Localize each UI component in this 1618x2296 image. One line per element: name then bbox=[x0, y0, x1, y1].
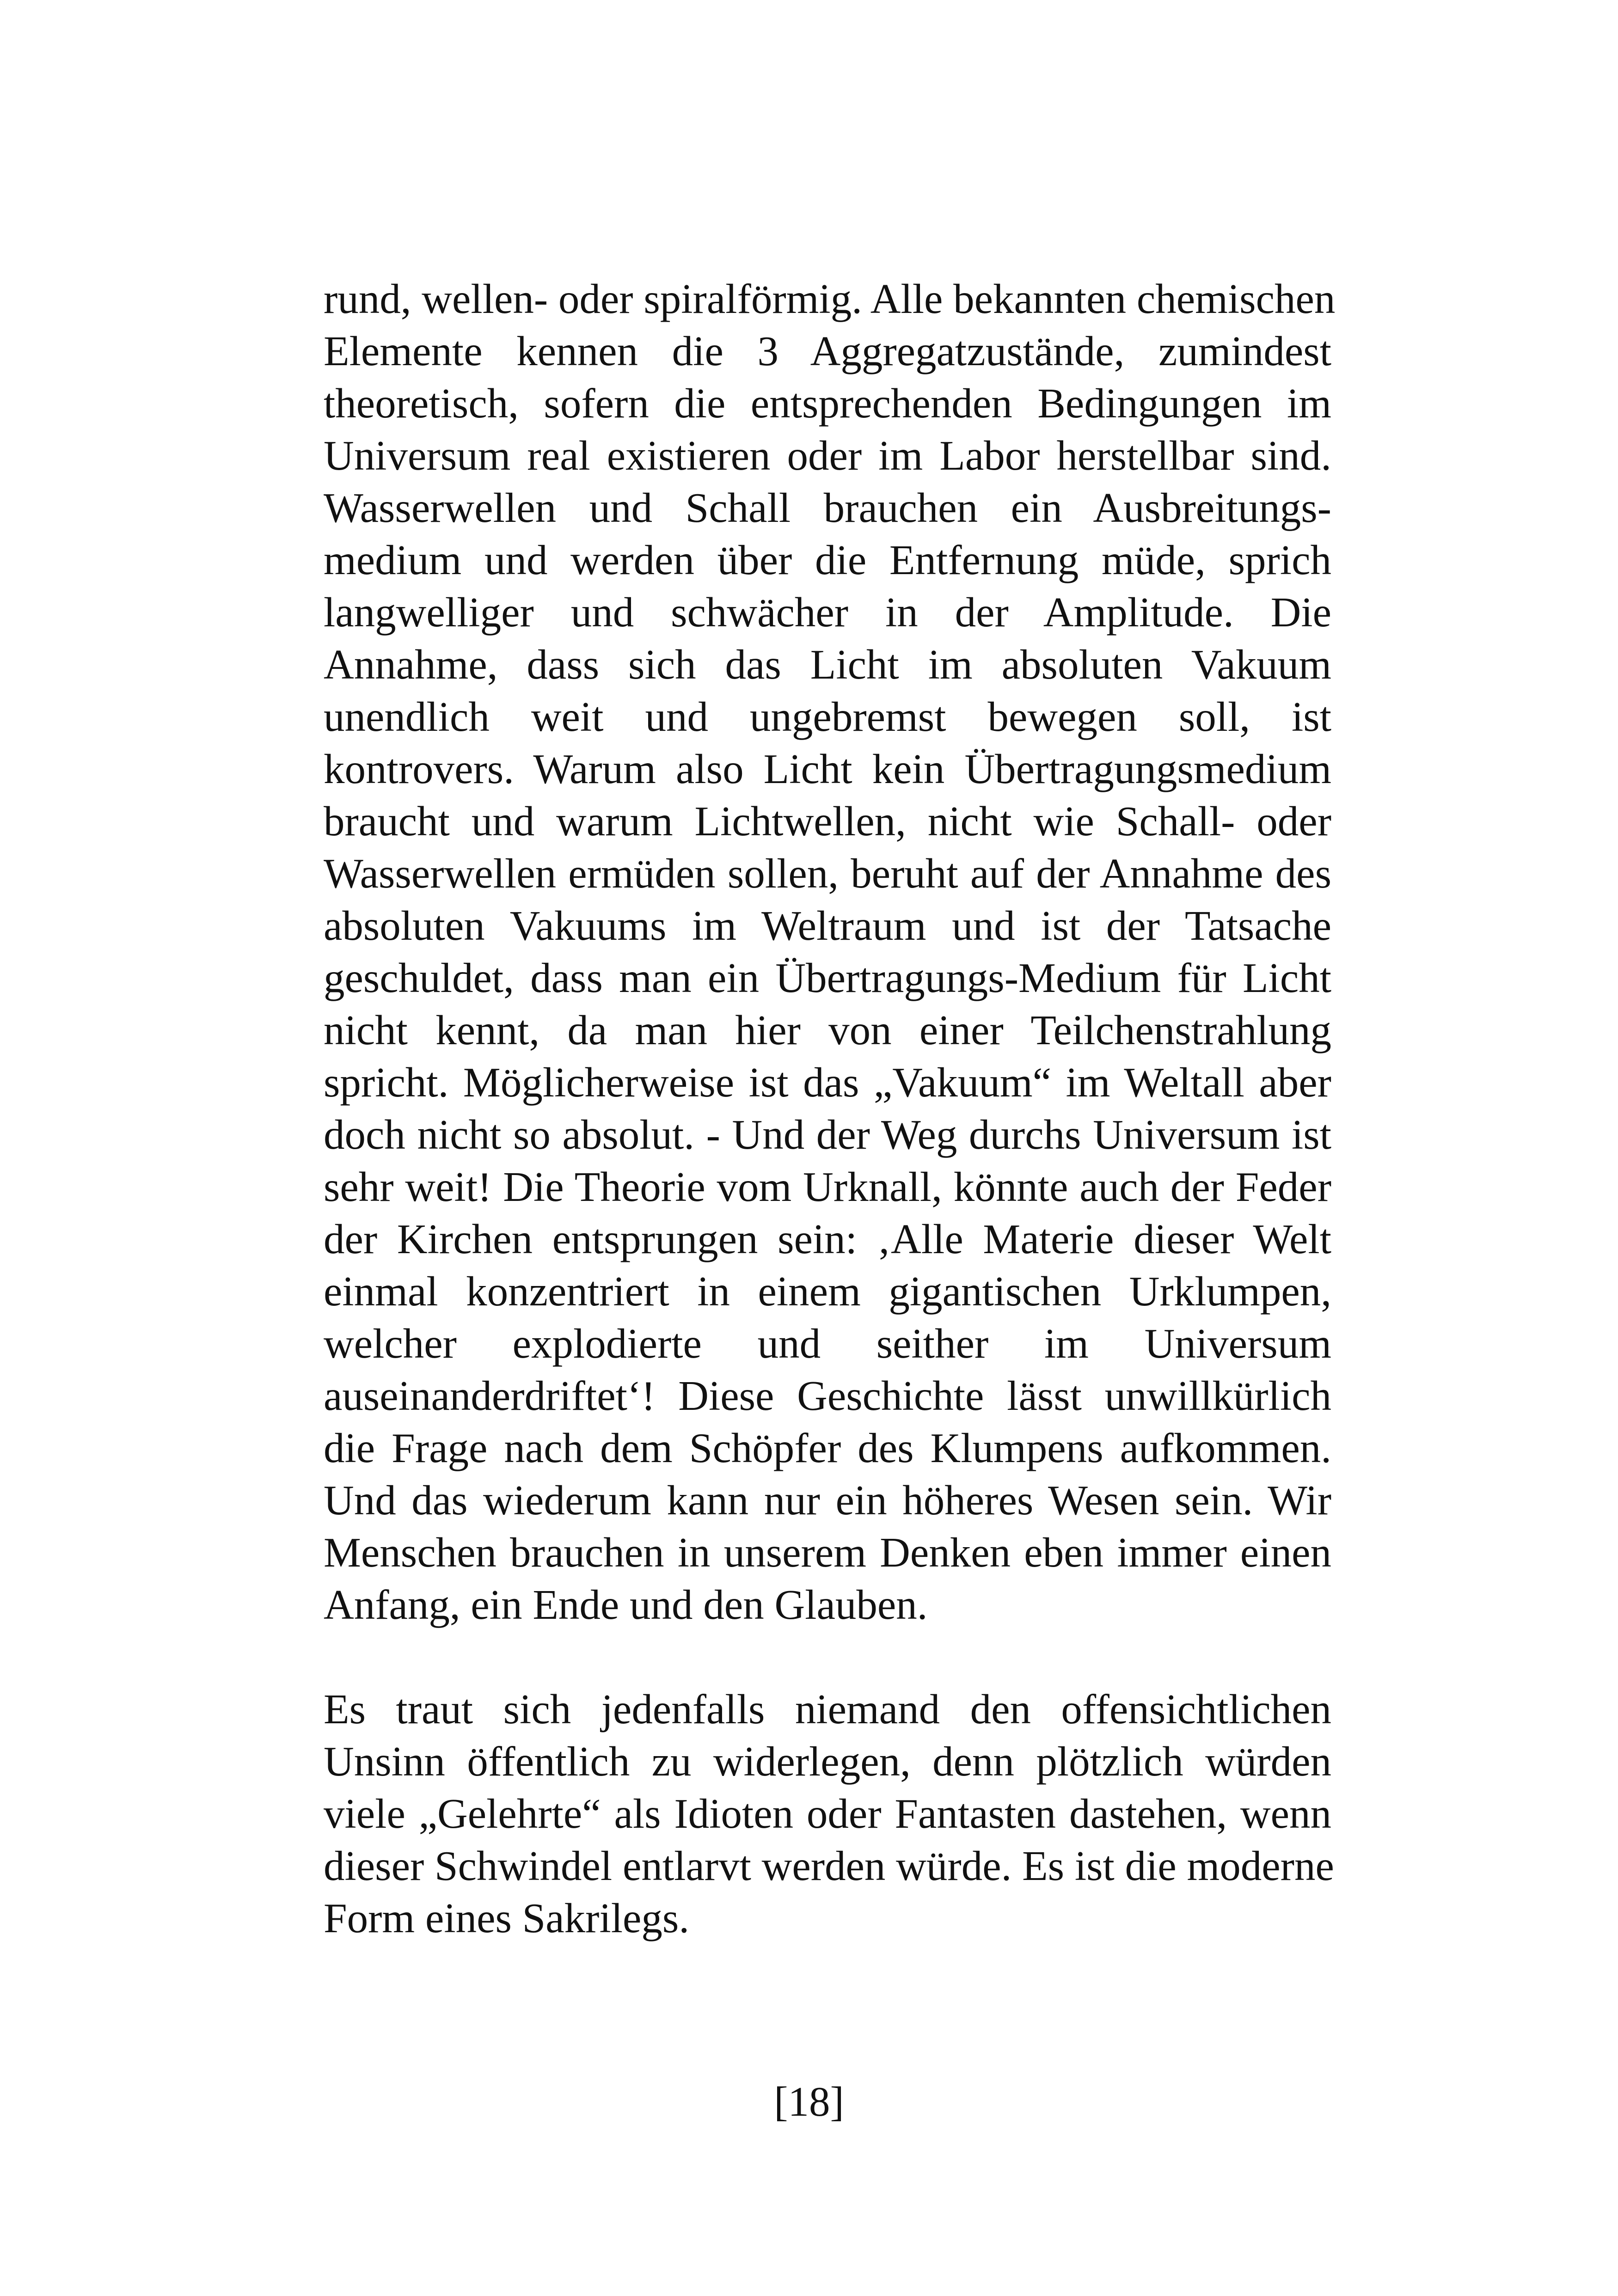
text-line: Menschen brauchen in unserem Denken eben immer einen bbox=[324, 1529, 1331, 1576]
text-line: einmal konzentriert in einem gigantischen Urklumpen, bbox=[324, 1268, 1331, 1315]
text-line: spricht. Möglicherweise ist das „Vakuum“ im Weltall aber bbox=[324, 1059, 1331, 1106]
text-line: rund, wellen- oder spiralförmig. Alle bekannten chemischen bbox=[324, 276, 1336, 322]
text-line: theoretisch, sofern die entsprechenden Bedingungen im bbox=[324, 380, 1331, 427]
text-line: Form eines Sakrilegs. bbox=[324, 1895, 690, 1941]
text-line: braucht und warum Lichtwellen, nicht wie Schall- oder bbox=[324, 798, 1331, 845]
paragraph-gap bbox=[324, 1631, 1331, 1683]
text-line: unendlich weit und ungebremst bewegen soll, ist bbox=[324, 693, 1331, 740]
text-line: Universum real existieren oder im Labor herstellbar sind. bbox=[324, 432, 1331, 479]
text-line: doch nicht so absolut. - Und der Weg durchs Universum ist bbox=[324, 1111, 1331, 1158]
text-line: geschuldet, dass man ein Übertragungs-Medium für Licht bbox=[324, 955, 1331, 1001]
text-line: Es traut sich jedenfalls niemand den offensichtlichen bbox=[324, 1686, 1331, 1733]
text-line: nicht kennt, da man hier von einer Teilchenstrahlung bbox=[324, 1007, 1331, 1053]
text-line: Wasserwellen und Schall brauchen ein Ausbreitungs- bbox=[324, 484, 1331, 531]
text-line: Elemente kennen die 3 Aggregatzustände, zumindest bbox=[324, 328, 1331, 374]
text-line: Unsinn öffentlich zu widerlegen, denn plötzlich würden bbox=[324, 1738, 1331, 1785]
text-line: absoluten Vakuums im Weltraum und ist der Tatsache bbox=[324, 902, 1331, 949]
paragraph-1 bbox=[324, 273, 1336, 1631]
paragraph-2 bbox=[324, 1683, 1334, 1944]
text-line: Anfang, ein Ende und den Glauben. bbox=[324, 1581, 928, 1628]
text-line: Wasserwellen ermüden sollen, beruht auf der Annahme des bbox=[324, 850, 1331, 897]
text-line: welcher explodierte und seither im Universum bbox=[324, 1320, 1331, 1367]
text-line: auseinanderdriftet‘! Diese Geschichte lässt unwillkürlich bbox=[324, 1372, 1331, 1419]
text-line: Annahme, dass sich das Licht im absoluten Vakuum bbox=[324, 641, 1331, 688]
body-text bbox=[324, 273, 1336, 1944]
text-line: langwelliger und schwächer in der Amplitude. Die bbox=[324, 589, 1331, 636]
text-line: medium und werden über die Entfernung müde, sprich bbox=[324, 537, 1331, 583]
text-line: der Kirchen entsprungen sein: ‚Alle Materie dieser Welt bbox=[324, 1216, 1331, 1262]
text-line: kontrovers. Warum also Licht kein Übertragungsmedium bbox=[324, 746, 1331, 792]
text-line: die Frage nach dem Schöpfer des Klumpens aufkommen. bbox=[324, 1425, 1331, 1471]
text-line: Und das wiederum kann nur ein höheres Wesen sein. Wir bbox=[324, 1477, 1331, 1524]
text-line: dieser Schwindel entlarvt werden würde. Es ist die moderne bbox=[324, 1843, 1334, 1889]
text-line: viele „Gelehrte“ als Idioten oder Fantasten dastehen, wenn bbox=[324, 1790, 1331, 1837]
page-number: [18] bbox=[774, 2078, 844, 2125]
text-line: sehr weit! Die Theorie vom Urknall, könnte auch der Feder bbox=[324, 1163, 1331, 1210]
